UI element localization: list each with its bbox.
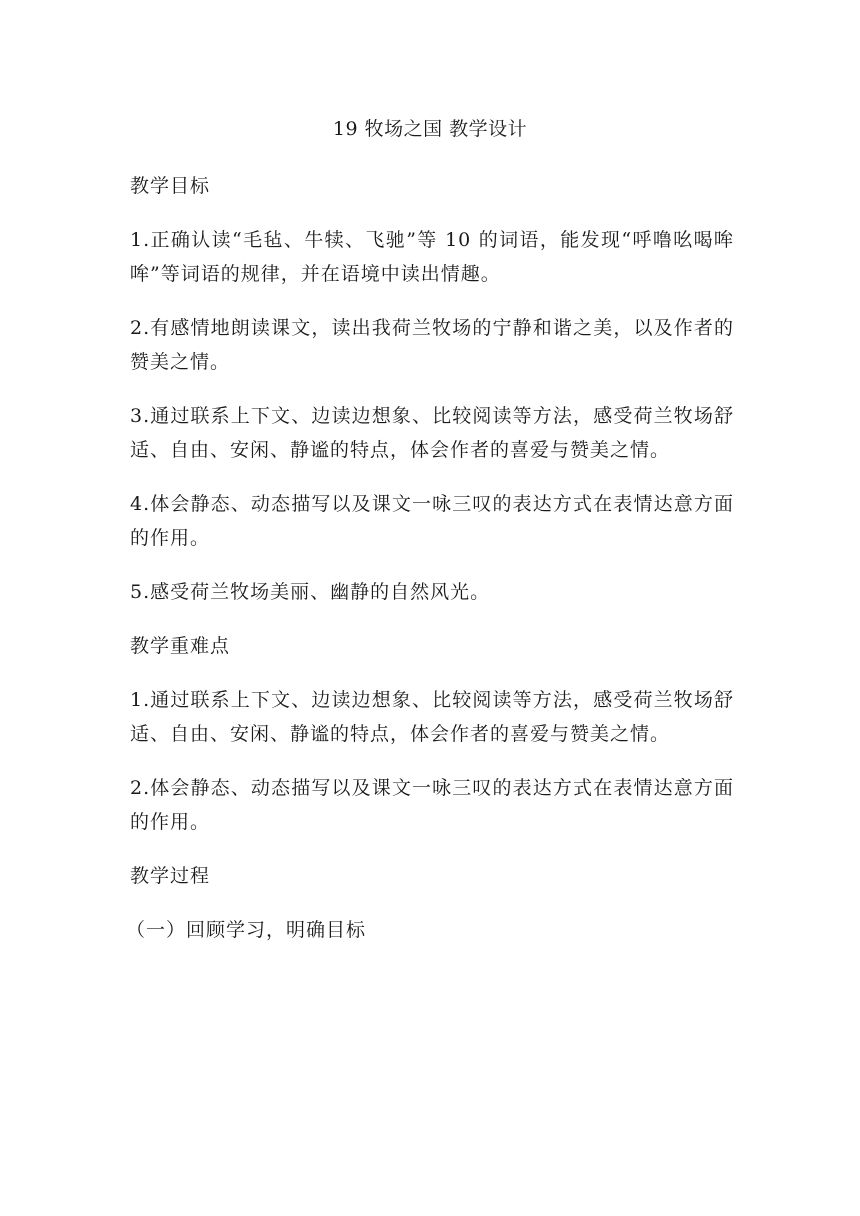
- section-heading-process: 教学过程: [130, 865, 211, 887]
- goal-item: 2.有感情地朗读课文，读出我荷兰牧场的宁静和谐之美，以及作者的赞美之情。: [130, 317, 734, 373]
- section-heading-goals: 教学目标: [130, 175, 211, 197]
- process-step: （一）回顾学习，明确目标: [126, 919, 367, 941]
- goal-item: 4.体会静态、动态描写以及课文一咏三叹的表达方式在表情达意方面的作用。: [130, 493, 734, 549]
- goal-item: 1.正确认读“毛毡、牛犊、飞驰”等 10 的词语，能发现“呼噜吆喝哞哞”等词语的规律，并在语境中读出情趣。: [130, 229, 734, 285]
- document-title: 19 牧场之国 教学设计: [332, 118, 528, 140]
- keypoint-item: 2.体会静态、动态描写以及课文一咏三叹的表达方式在表情达意方面的作用。: [130, 777, 734, 833]
- section-heading-keypoints: 教学重难点: [130, 635, 231, 657]
- document-body: [126, 169, 734, 967]
- keypoint-item: 1.通过联系上下文、边读边想象、比较阅读等方法，感受荷兰牧场舒适、自由、安闲、静谧的特点，体会作者的喜爱与赞美之情。: [130, 689, 734, 745]
- goal-item: 5.感受荷兰牧场美丽、幽静的自然风光。: [130, 581, 491, 603]
- goal-item: 3.通过联系上下文、边读边想象、比较阅读等方法，感受荷兰牧场舒适、自由、安闲、静谧的特点，体会作者的喜爱与赞美之情。: [130, 405, 734, 461]
